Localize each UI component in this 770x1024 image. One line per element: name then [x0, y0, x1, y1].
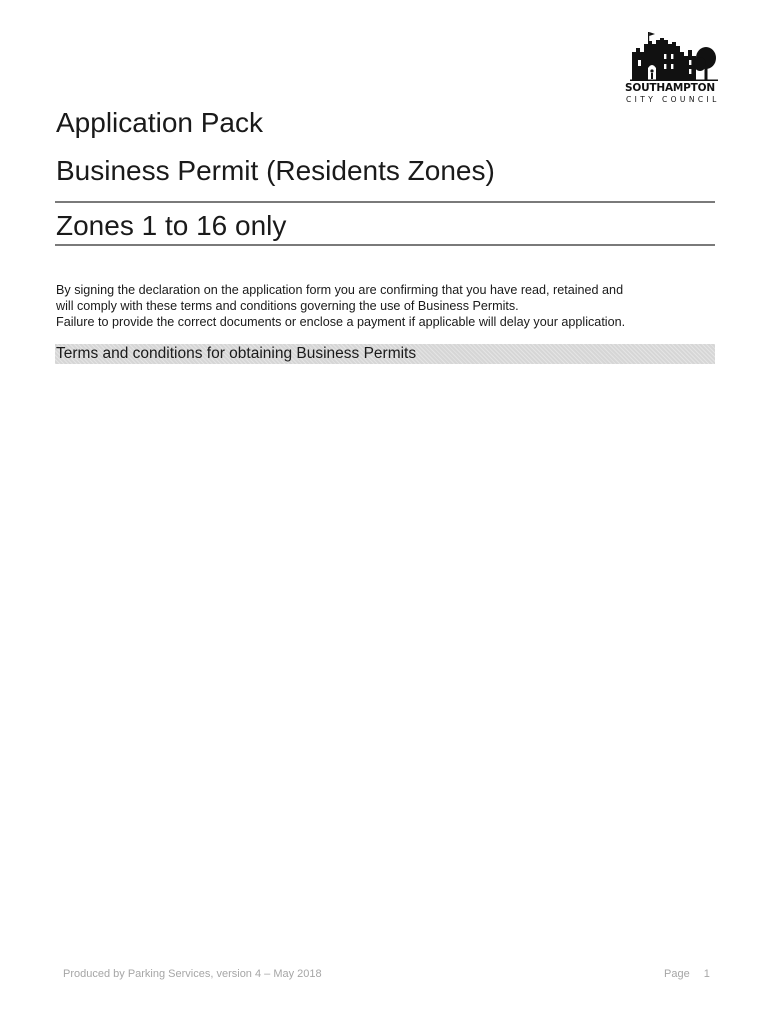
- castle-skyline-icon: [626, 30, 718, 82]
- page-label: Page: [664, 968, 690, 980]
- section-heading-bar: [55, 344, 715, 364]
- logo-subtitle: CITY COUNCIL: [626, 95, 720, 104]
- intro-line: will comply with these terms and conditions governing the use of Business Permits.: [56, 299, 519, 313]
- title-divider-bottom: [55, 244, 715, 246]
- page-title: Application Pack: [56, 107, 264, 138]
- zones-heading: Zones 1 to 16 only: [56, 210, 287, 241]
- section-heading: Terms and conditions for obtaining Business Permits: [56, 345, 417, 362]
- page-number: 1: [703, 968, 710, 980]
- footer-produced-by: Produced by Parking Services, version 4 – May 2018: [63, 968, 322, 980]
- title-divider-top: [55, 201, 715, 203]
- logo-name: SOUTHAMPTON: [625, 82, 715, 94]
- intro-line: By signing the declaration on the application form you are confirming that you have read, retained and: [56, 283, 624, 297]
- intro-paragraph: [56, 282, 716, 330]
- footer-page: [664, 968, 710, 980]
- intro-line: Failure to provide the correct documents or enclose a payment if applicable will delay your application.: [56, 315, 626, 329]
- page-subtitle: Business Permit (Residents Zones): [56, 155, 495, 186]
- council-logo: [622, 30, 718, 106]
